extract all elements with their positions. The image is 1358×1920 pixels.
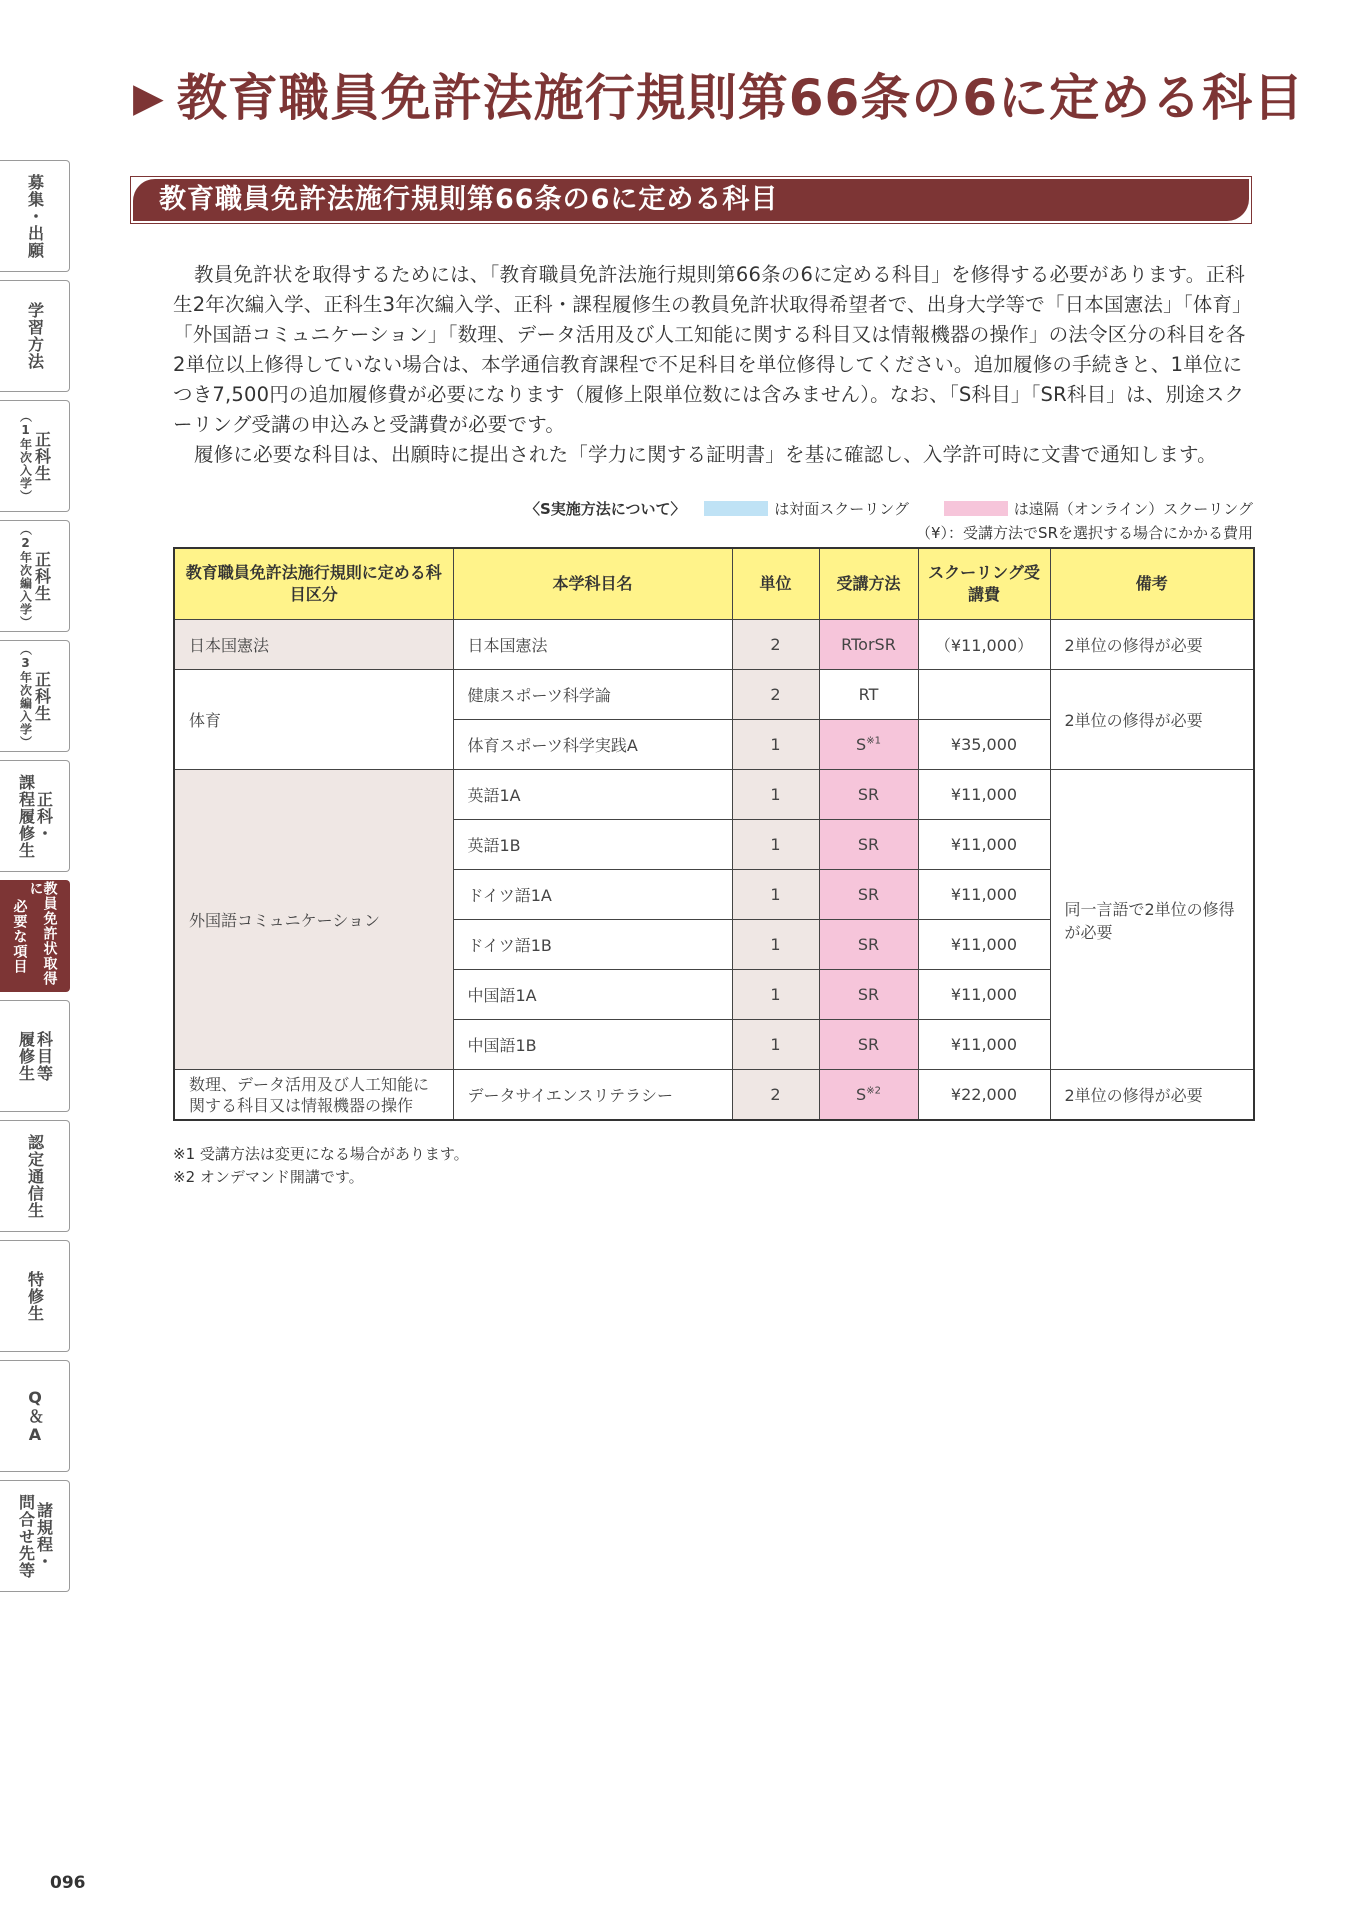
- units-cell: 1: [732, 820, 819, 870]
- header-category: 教育職員免許法施行規則に定める科目区分: [174, 548, 453, 620]
- table-row: [174, 770, 1254, 820]
- table-row: [174, 620, 1254, 670]
- notes-cell: 同一言語で2単位の修得が必要: [1050, 770, 1254, 1070]
- side-tab-sublabel: （2年次編入学）: [18, 523, 33, 629]
- fee-cell: ¥11,000: [918, 770, 1050, 820]
- side-tab-label: 募集・出願: [25, 173, 45, 259]
- side-tab-label: Q＆A: [25, 1387, 45, 1445]
- table-row: [174, 670, 1254, 720]
- subject-cell: 英語1A: [453, 770, 732, 820]
- intro-paragraph-1: 教員免許状を取得するためには、「教育職員免許法施行規則第66条の6に定める科目」を修得する必要があります。正科生2年次編入学、正科生3年次編入学、正科・課程履修生の教員免許状取得希望者で、出身大学等で「日本国憲法」「体育」「外国語コミュニケーション」「数理、データ活用及び人工知能に関する科目又は情報機器の操作」の法令区分の科目を各2単位以上修得していない場合は、本学通信教育課程で不足科目を単位修得してください。追加履修の手続きと、1単位につき7,500円の追加履修費が必要になります（履修上限単位数には含みません）。なお、「S科目」「SR科目」は、別途スクーリング受講の申込みと受講費が必要です。: [173, 263, 1252, 436]
- page-number: 096: [50, 1873, 86, 1893]
- notes-cell: 2単位の修得が必要: [1050, 1070, 1254, 1121]
- subject-cell: データサイエンスリテラシー: [453, 1070, 732, 1121]
- method-text: S: [856, 735, 867, 754]
- subject-cell: 体育スポーツ科学実践A: [453, 720, 732, 770]
- side-tab-qa[interactable]: [0, 1360, 70, 1472]
- side-tab-label-2: 必要な項目: [11, 898, 28, 974]
- side-tab-regular-2nd-year[interactable]: [0, 520, 70, 632]
- intro-text: [173, 260, 1258, 470]
- side-tab-label-2: 課程履修生: [16, 773, 36, 859]
- method-cell: SR: [819, 920, 918, 970]
- side-tab-subject-students[interactable]: [0, 1000, 70, 1112]
- fee-cell: ¥35,000: [918, 720, 1050, 770]
- method-cell: RT: [819, 670, 918, 720]
- side-tab-label: 特修生: [25, 1270, 45, 1322]
- side-tab-label: 学習方法: [25, 302, 45, 370]
- subject-cell: 英語1B: [453, 820, 732, 870]
- method-cell: SR: [819, 870, 918, 920]
- units-cell: 1: [732, 720, 819, 770]
- side-tab-sublabel: （3年次編入学）: [18, 643, 33, 749]
- units-cell: 1: [732, 970, 819, 1020]
- header-notes: 備考: [1050, 548, 1254, 620]
- footnotes: [173, 1143, 469, 1189]
- side-tab-label-2: 問合せ先等: [16, 1493, 36, 1579]
- side-tab-study-method[interactable]: [0, 280, 70, 392]
- side-tab-special-students[interactable]: [0, 1240, 70, 1352]
- category-cell: 外国語コミュニケーション: [174, 770, 453, 1070]
- fee-cell: ¥11,000: [918, 820, 1050, 870]
- legend-online-text: は遠隔（オンライン）スクーリング: [1013, 500, 1253, 518]
- legend-swatch-online: [944, 501, 1008, 516]
- side-tab-regular-1st-year[interactable]: [0, 400, 70, 512]
- units-cell: 1: [732, 770, 819, 820]
- fee-cell: ¥11,000: [918, 920, 1050, 970]
- units-cell: 1: [732, 870, 819, 920]
- side-tab-label: 正科生: [32, 550, 52, 602]
- fee-cell: ¥11,000: [918, 970, 1050, 1020]
- side-tab-teaching-license[interactable]: [0, 880, 70, 992]
- footnote-mark: ※2: [866, 1085, 881, 1097]
- intro-paragraph-2: 履修に必要な科目は、出願時に提出された「学力に関する証明書」を基に確認し、入学許可時に文書で通知します。: [194, 443, 1217, 466]
- side-tab-label-2: 履修生: [16, 1030, 36, 1082]
- notes-cell: 2単位の修得が必要: [1050, 670, 1254, 770]
- page-title-text: 教育職員免許法施行規則第66条の6に定める科目: [176, 69, 1305, 127]
- legend-in-person-text: は対面スクーリング: [774, 500, 909, 518]
- header-subject: 本学科目名: [453, 548, 732, 620]
- header-units: 単位: [732, 548, 819, 620]
- side-tab-regular-3rd-year[interactable]: [0, 640, 70, 752]
- method-cell: RTorSR: [819, 620, 918, 670]
- category-cell: 数理、データ活用及び人工知能に関する科目又は情報機器の操作: [174, 1070, 453, 1121]
- side-tab-label: 正科・: [34, 790, 54, 842]
- side-tab-regulations[interactable]: [0, 1480, 70, 1592]
- fee-cell: ¥11,000: [918, 1020, 1050, 1070]
- legend-swatch-in-person: [704, 501, 768, 516]
- side-tab-course-students[interactable]: [0, 760, 70, 872]
- fee-cell: （¥11,000）: [918, 620, 1050, 670]
- header-method: 受講方法: [819, 548, 918, 620]
- legend-fee-note: （¥）：受講方法でSRを選択する場合にかかる費用: [916, 524, 1253, 542]
- method-cell: SR: [819, 820, 918, 870]
- method-cell: SR: [819, 1020, 918, 1070]
- section-heading-text: 教育職員免許法施行規則第66条の6に定める科目: [133, 179, 1249, 221]
- side-tab-label: 科目等: [34, 1030, 54, 1082]
- units-cell: 2: [732, 620, 819, 670]
- footnote-2: ※2 オンデマンド開講です。: [173, 1168, 364, 1186]
- method-text: S: [856, 1085, 867, 1104]
- side-tab-certified-students[interactable]: [0, 1120, 70, 1232]
- side-tab-label: 諸規程・: [34, 1502, 54, 1570]
- fee-cell: [918, 670, 1050, 720]
- header-fee: スクーリング受講費: [918, 548, 1050, 620]
- category-cell: 体育: [174, 670, 453, 770]
- footnote-mark: ※1: [866, 735, 881, 747]
- method-cell: [819, 1070, 918, 1121]
- footnote-1: ※1 受講方法は変更になる場合があります。: [173, 1145, 469, 1163]
- side-tab-label: 教員免許状取得に: [27, 881, 58, 986]
- units-cell: 2: [732, 670, 819, 720]
- side-tab-sublabel: （1年次入学）: [18, 409, 33, 503]
- side-tab-label: 正科生: [32, 670, 52, 722]
- subject-cell: ドイツ語1A: [453, 870, 732, 920]
- fee-cell: ¥22,000: [918, 1070, 1050, 1121]
- side-tab-application[interactable]: [0, 160, 70, 272]
- triangle-right-icon: ▶: [133, 75, 165, 121]
- method-cell: [819, 720, 918, 770]
- side-tab-label: 認定通信生: [25, 1133, 45, 1219]
- page-title: [133, 58, 1304, 130]
- subject-cell: ドイツ語1B: [453, 920, 732, 970]
- fee-cell: ¥11,000: [918, 870, 1050, 920]
- subject-cell: 中国語1B: [453, 1020, 732, 1070]
- table-header-row: [174, 548, 1254, 620]
- side-tab-label: 正科生: [32, 430, 52, 482]
- schooling-legend: [525, 498, 1253, 519]
- method-cell: SR: [819, 970, 918, 1020]
- legend-label: 〈S実施方法について〉: [524, 500, 686, 518]
- course-table: [173, 547, 1255, 1121]
- section-heading: [130, 176, 1252, 224]
- notes-cell: 2単位の修得が必要: [1050, 620, 1254, 670]
- units-cell: 1: [732, 1020, 819, 1070]
- units-cell: 1: [732, 920, 819, 970]
- units-cell: 2: [732, 1070, 819, 1121]
- subject-cell: 中国語1A: [453, 970, 732, 1020]
- category-cell: 日本国憲法: [174, 620, 453, 670]
- subject-cell: 健康スポーツ科学論: [453, 670, 732, 720]
- subject-cell: 日本国憲法: [453, 620, 732, 670]
- table-row: [174, 1070, 1254, 1121]
- method-cell: SR: [819, 770, 918, 820]
